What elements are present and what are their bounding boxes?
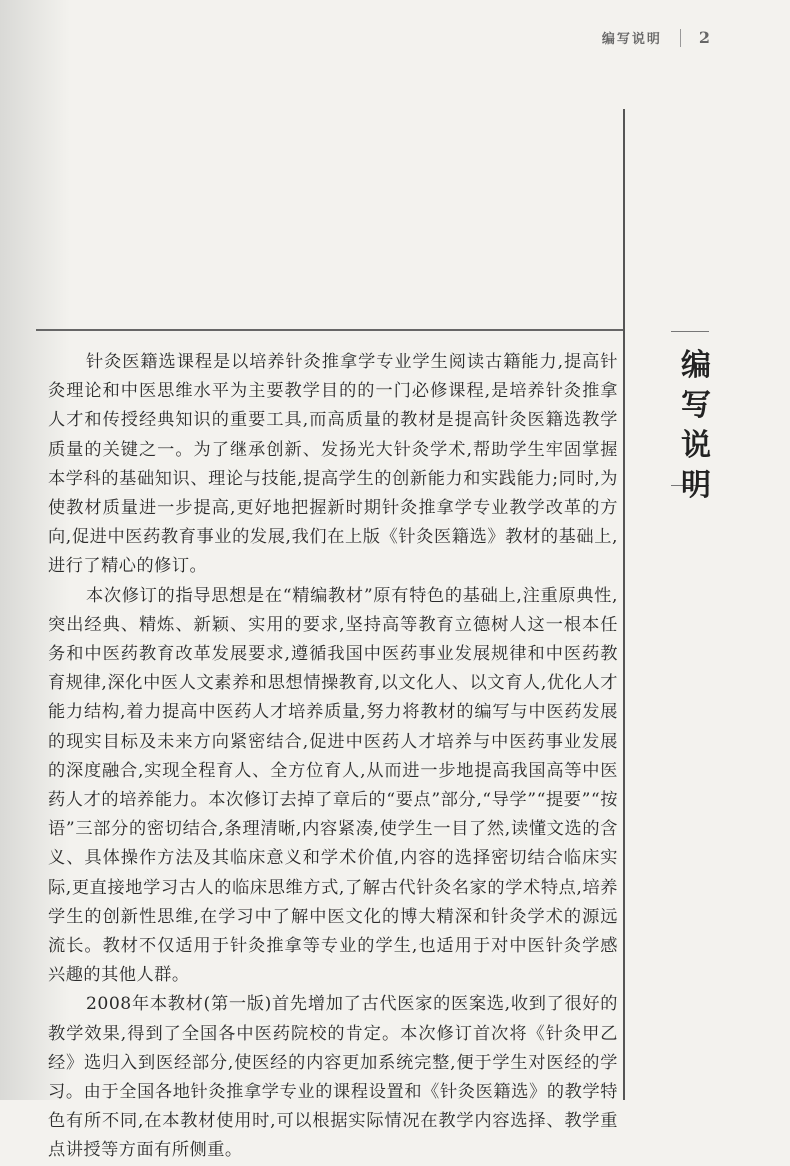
header-divider (680, 29, 681, 47)
side-vertical-rule (623, 109, 625, 1100)
paragraph: 本次修订的指导思想是在“精编教材”原有特色的基础上,注重原典性,突出经典、精炼、新颖、实用的要求,坚持高等教育立德树人这一根本任务和中医药教育改革发展要求,遵循我国中医药事业发展规律和中医药教育规律,深化中医人文素养和思想情操教育,以文化人、以文育人,优化人才能力结构,着力提高中医药人才培养质量,努力将教材的编写与中医药发展的现实目标及未来方向紧密结合,促进中医药人才培养与中医药事业发展的深度融合,实现全程育人、全方位育人,从而进一步地提高我国高等中医药人才的培养能力。本次修订去掉了章后的“要点”部分,“导学”“提要”“按语”三部分的密切结合,条理清晰,内容紧凑,使学生一目了然,读懂文选的含义、具体操作方法及其临床意义和学术价值,内容的选择密切结合临床实际,更直接地学习古人的临床思维方式,了解古代针灸名家的学术特点,培养学生的创新性思维,在学习中了解中医文化的博大精深和针灸学术的源远流长。教材不仅适用于针灸推拿等专业的学生,也适用于对中医针灸学感兴趣的其他人群。 (48, 585, 618, 986)
running-header (602, 28, 710, 47)
side-title-char: 说 (681, 428, 711, 463)
paragraph: 针灸医籍选课程是以培养针灸推拿学专业学生阅读古籍能力,提高针灸理论和中医思维水平为主要教学目的的一门必修课程,是培养针灸推拿人才和传授经典知识的重要工具,而高质量的教材是提高针灸医籍选教学质量的关键之一。为了继承创新、发扬光大针灸学术,帮助学生牢固掌握本学科的基础知识、理论与技能,提高学生的创新能力和实践能力;同时,为使教材质量进一步提高,更好地把握新时期针灸推拿学专业教学改革的方向,促进中医药教育事业的发展,我们在上版《针灸医籍选》教材的基础上,进行了精心的修订。 (48, 352, 618, 577)
page-number: 2 (698, 28, 710, 47)
side-title-char: 编 (681, 348, 711, 383)
running-title: 编写说明 (601, 32, 662, 47)
section-side-title (676, 346, 716, 506)
side-title-char: 明 (681, 468, 711, 503)
body-text (48, 348, 618, 1166)
side-title-char: 写 (681, 388, 711, 423)
paragraph: 2008年本教材(第一版)首先增加了古代医家的医案选,收到了很好的教学效果,得到了全国各中医药院校的肯定。本次修订首次将《针灸甲乙经》选归入到医经部分,使医经的内容更加系统完整,便于学生对医经的学习。由于全国各地针灸推拿学专业的课程设置和《针灸医籍选》的教学特色有所不同,在本教材使用时,可以根据实际情况在教学内容选择、教学重点讲授等方面有所侧重。 (48, 994, 618, 1161)
top-rule (36, 329, 624, 331)
side-title-top-dash (671, 331, 709, 332)
